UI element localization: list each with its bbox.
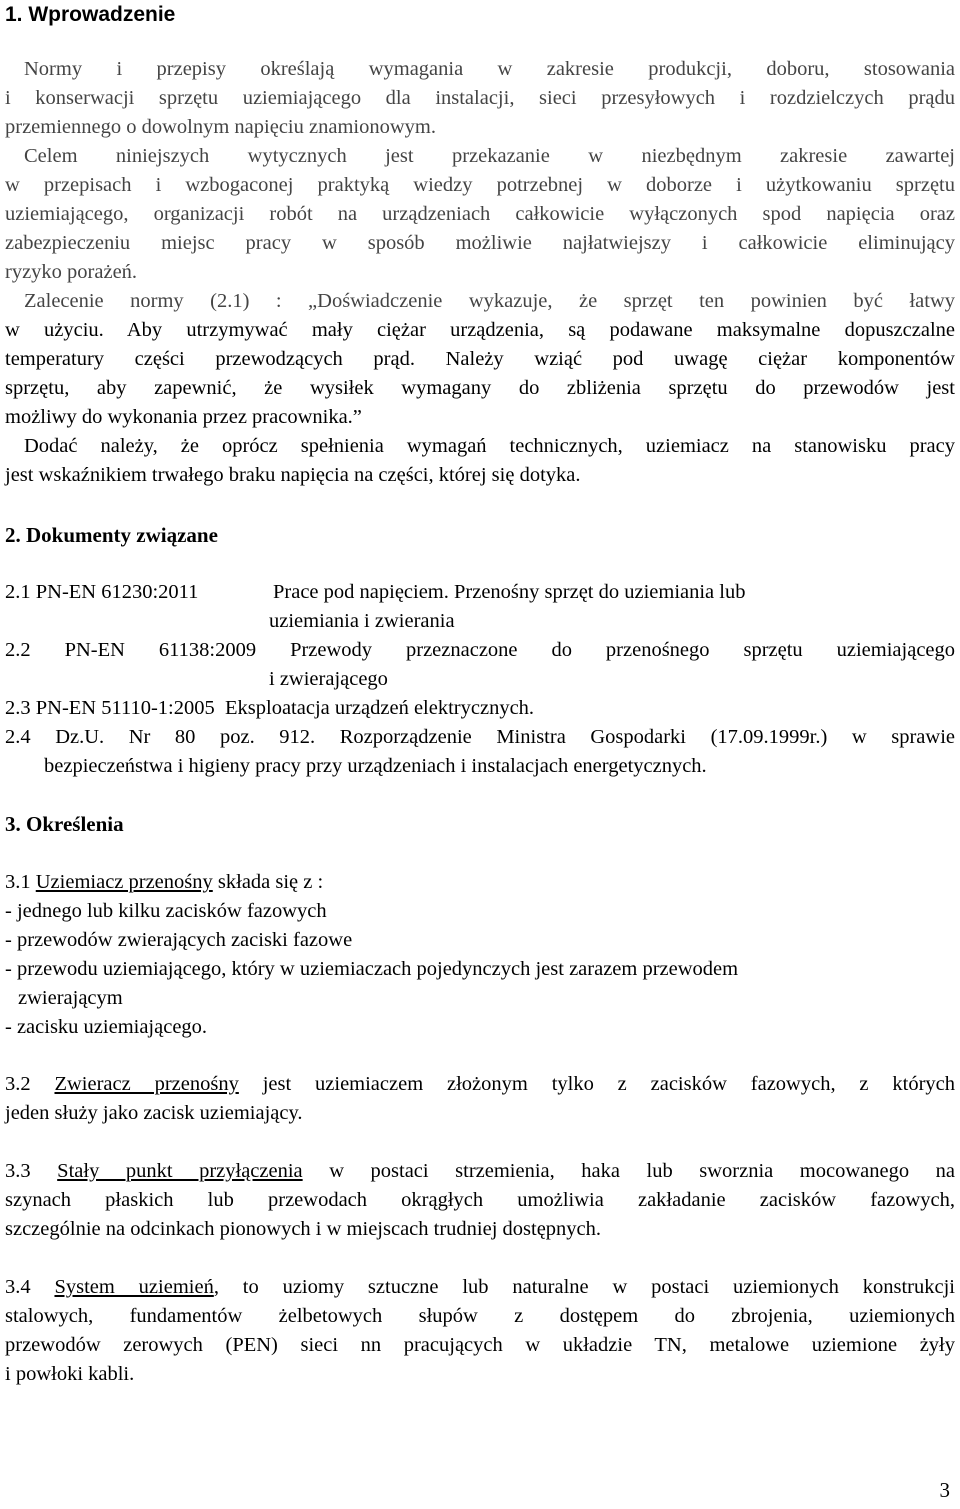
paragraph-line: ryzyko porażeń. [5,261,138,283]
section-2-heading: 2. Dokumenty związane [5,523,218,547]
reference-title-continued: i zwierającego [269,668,388,690]
paragraph-line: uziemiającego, organizacji robót na urządzeniach całkowicie wyłączonych spod napięcia oraz [5,203,955,225]
paragraph-line: Zalecenie normy (2.1) : „Doświadczenie wykazuje, że sprzęt ten powinien być łatwy [24,290,955,312]
definition-line: szynach płaskich lub przewodach okrągłych umożliwia zakładanie zacisków fazowych, [5,1189,955,1211]
reference-title-continued: uziemiania i zwierania [269,610,455,632]
paragraph-line: Celem niniejszych wytycznych jest przekazanie w niezbędnym zakresie zawartej [24,145,955,167]
definition-3-1 [5,868,955,897]
reference-item [5,694,955,723]
definition-text: składa się z : [212,871,324,893]
definition-line: przewodów zerowych (PEN) sieci nn pracujących w układzie TN, metalowe uziemione żyły [5,1334,955,1356]
paragraph-line: temperatury części przewodzących prąd. Należy wziąć pod uwagę ciężar komponentów [5,348,955,370]
section-1-heading: 1. Wprowadzenie [5,3,176,26]
definition-number: 3.4 [5,1276,55,1298]
defined-term: Uziemiacz przenośny [35,871,213,893]
reference-title-continued: bezpieczeństwa i higieny pracy przy urządzeniach i instalacjach energetycznych. [44,755,707,777]
reference-item [5,636,955,665]
paragraph-line: w użyciu. Aby utrzymywać mały ciężar urządzenia, są podawane maksymalne dopuszczalne [5,319,955,341]
paragraph-line: możliwy do wykonania przez pracownika.” [5,406,362,428]
definition-3-2 [5,1070,955,1099]
defined-term: Stały punkt przyłączenia [57,1160,303,1182]
definition-text: , to uziomy sztuczne lub naturalne w postaci uziemionych konstrukcji [213,1276,955,1298]
definition-line: i powłoki kabli. [5,1363,135,1385]
definition-3-3 [5,1157,955,1186]
paragraph-line: i konserwacji sprzętu uziemiającego dla instalacji, sieci przesyłowych i rozdzielczych prądu [5,87,955,109]
paragraph-line: Dodać należy, że oprócz spełnienia wymagań technicznych, uziemiacz na stanowisku pracy [24,435,955,457]
reference-item [5,578,955,607]
list-item: - zacisku uziemiającego. [5,1016,208,1038]
reference-code: 2.1 PN-EN 61230:2011 [5,581,199,603]
definition-line: jeden służy jako zacisk uziemiający. [5,1102,303,1124]
definition-line: stalowych, fundamentów żelbetowych słupów z dostępem do zbrojenia, uziemionych [5,1305,955,1327]
paragraph-line: sprzętu, aby zapewnić, że wysiłek wymagany do zbliżenia sprzętu do przewodów jest [5,377,955,399]
reference-code: 2.2 PN-EN 61138:2009 [5,639,257,661]
section-3-heading: 3. Określenia [5,812,124,836]
page-number: 3 [939,1478,950,1502]
paragraph-line: przemiennego o dowolnym napięciu znamionowym. [5,116,436,138]
reference-title: Eksploatacja urządzeń elektrycznych. [225,697,535,719]
reference-title: Prace pod napięciem. Przenośny sprzęt do uziemiania lub [273,581,746,603]
definition-text: jest uziemiaczem złożonym tylko z zacisków fazowych, z których [238,1073,955,1095]
defined-term: Zwieracz przenośny [54,1073,239,1095]
definition-number: 3.1 [5,871,36,893]
paragraph-line: jest wskaźnikiem trwałego braku napięcia na części, której się dotyka. [5,464,581,486]
definition-3-4 [5,1273,955,1302]
definition-line: szczególnie na odcinkach pionowych i w miejscach trudniej dostępnych. [5,1218,602,1240]
list-item-continued: zwierającym [18,987,123,1009]
definition-number: 3.3 [5,1160,58,1182]
reference-title: Przewody przeznaczone do przenośnego sprzętu uziemiającego [290,639,956,661]
reference-code: 2.3 PN-EN 51110-1:2005 [5,697,215,719]
definition-text: w postaci strzemienia, haka lub sworznia mocowanego na [302,1160,955,1182]
paragraph-line: zabezpieczeniu miejsc pracy w sposób możliwie najłatwiejszy i całkowicie eliminujący [5,232,955,254]
reference-item: 2.4 Dz.U. Nr 80 poz. 912. Rozporządzenie Ministra Gospodarki (17.09.1999r.) w sprawie [5,726,955,748]
defined-term: System uziemień [54,1276,214,1298]
definition-number: 3.2 [5,1073,55,1095]
paragraph-line: w przepisach i wzbogaconej praktyką wiedzy potrzebnej w doborze i użytkowaniu sprzętu [5,174,955,196]
list-item: - jednego lub kilku zacisków fazowych [5,900,327,922]
paragraph-line: Normy i przepisy określają wymagania w zakresie produkcji, doboru, stosowania [24,58,955,80]
list-item: - przewodu uziemiającego, który w uziemiaczach pojedynczych jest zarazem przewodem [5,958,739,980]
list-item: - przewodów zwierających zaciski fazowe [5,929,353,951]
